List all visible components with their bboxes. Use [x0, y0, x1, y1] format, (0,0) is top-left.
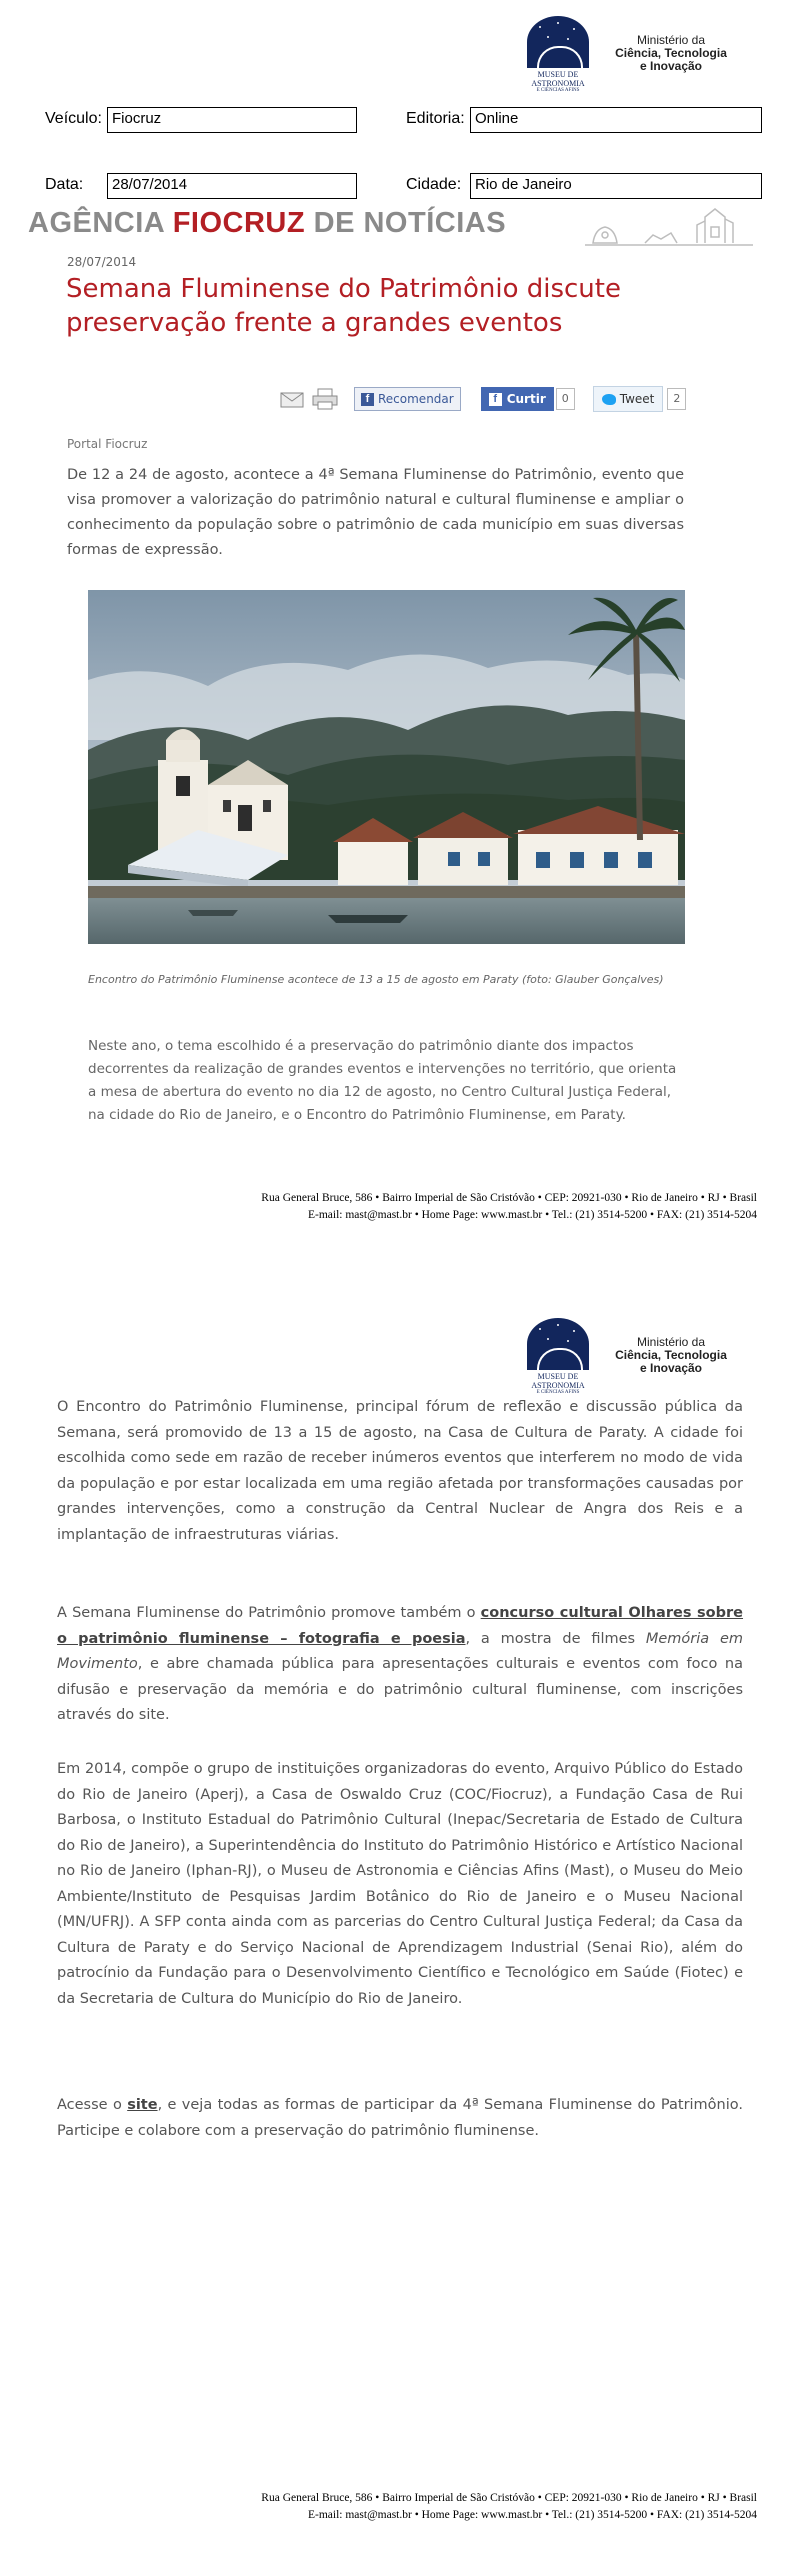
museu-logo-line3-page2: E CIÊNCIAS AFINS: [536, 1390, 580, 1395]
photo-caption: Encontro do Patrimônio Fluminense acontece de 13 a 15 de agosto em Paraty (foto: Glauber Gonçalves): [88, 973, 664, 986]
agencia-part2: FIOCRUZ: [172, 207, 306, 239]
para5-text-a: Acesse o: [57, 2097, 128, 2113]
paraty-church-photo: [88, 590, 685, 944]
twitter-bird-icon: [602, 394, 616, 405]
veiculo-field: Fiocruz: [107, 107, 357, 133]
curtir-label: Curtir: [506, 392, 546, 406]
facebook-like-button[interactable]: [481, 387, 554, 411]
para3-text-b: , a mostra de filmes: [465, 1630, 646, 1647]
article-paragraph-2: O Encontro do Patrimônio Fluminense, principal fórum de reflexão e discussão pública da Semana, será promovido de 13 a 15 de agosto, na Casa de Cultura de Paraty. A cidade foi escolhida como sede em razão de receber inúmeros eventos que interferem no modo de vida da população e por estar localizada em uma região afetada por transformações causadas por grandes intervenções, como a construção da Central Nuclear de Angra dos Reis e a implantação de infraestruturas viárias.: [57, 1399, 743, 1543]
ministerio-logo-text-page2: [606, 1336, 736, 1375]
skyline-illustration-icon: [585, 203, 755, 249]
article-paragraph-3: [57, 1601, 743, 1729]
email-share-icon[interactable]: [280, 390, 304, 408]
cidade-label: Cidade:: [406, 176, 462, 193]
tweet-count: 2: [667, 388, 686, 410]
article-lead-paragraph: De 12 a 24 de agosto, acontece a 4ª Semana Fluminense do Patrimônio, evento que visa promover a valorização do patrimônio natural e cultural fluminense e ampliar o conhecimento da população sobre o patrimônio de cada município em suas diversas formas de expressão.: [67, 467, 684, 558]
ministerio-line3: e Inovação: [639, 59, 703, 73]
museu-astronomia-logo: [524, 16, 592, 93]
ministerio-line1-page2: Ministério da: [636, 1335, 706, 1349]
article-source: Portal Fiocruz: [67, 437, 148, 451]
ministerio-line2: Ciência, Tecnologia: [615, 46, 727, 60]
social-share-bar: [280, 386, 686, 412]
article-title: Semana Fluminense do Patrimônio discute preservação frente a grandes eventos: [66, 274, 621, 338]
para5-text-b: , e veja todas as formas de participar da 4ª Semana Fluminense do Patrimônio. Participe e colabore com a preservação do patrimônio fluminense.: [57, 2097, 743, 2139]
museu-logo-emblem: [527, 16, 589, 68]
recommend-label: Recomendar: [378, 392, 454, 406]
agencia-fiocruz-header: [28, 207, 506, 240]
ministerio-logo-text: [606, 34, 736, 73]
site-link[interactable]: [127, 2097, 157, 2113]
agencia-part3: DE NOTÍCIAS: [305, 207, 507, 239]
ministerio-line1: Ministério da: [636, 33, 706, 47]
article-paragraph-4: Em 2014, compõe o grupo de instituições organizadoras do evento, Arquivo Público do Estado do Rio de Janeiro (Aperj), a Casa de Oswaldo Cruz (COC/Fiocruz), a Fundação Casa de Rui Barbosa, o Instituto Estadual do Patrimônio Cultural (Inepac/Secretaria de Estado de Cultura do Rio de Janeiro), a Superintendência do Instituto do Patrimônio Histórico e Artístico Nacional no Rio de Janeiro (Iphan-RJ), o Museu de Astronomia e Ciências Afins (Mast), o Museu do Meio Ambiente/Instituto de Pesquisas Jardim Botânico do Rio de Janeiro e o Museu Nacional (MN/UFRJ). A SFP conta ainda com as parcerias do Centro Cultural Justiça Federal; da Casa da Cultura de Paraty e do Serviço Nacional de Aprendizagem Industrial (Senai Rio), além do patrocínio da Fundação para o Desenvolvimento Científico e Tecnológico em Saúde (Fiotec) e da Secretaria de Cultura do Município do Rio de Janeiro.: [57, 1761, 743, 2007]
site-link-text: site: [127, 2097, 158, 2113]
museu-logo-line2-page2: ASTRONOMIA: [531, 1381, 585, 1390]
page2-footer: [100, 2490, 757, 2524]
page1-footer: [100, 1190, 757, 1224]
footer-contact-line-page2: E-mail: mast@mast.br • Home Page: www.mast.br • Tel.: (21) 3514-5200 • FAX: (21) 3514-5204: [307, 2509, 757, 2521]
tweet-button[interactable]: [593, 386, 664, 412]
museu-logo-line2: ASTRONOMIA: [531, 79, 585, 88]
facebook-like-icon: f: [489, 393, 502, 406]
museu-astronomia-logo-page2: [524, 1318, 592, 1395]
data-field: 28/07/2014: [107, 173, 357, 199]
facebook-icon: f: [361, 393, 374, 406]
footer-address-line-page2: Rua General Bruce, 586 • Bairro Imperial de São Cristóvão • CEP: 20921-030 • Rio de Janeiro • RJ • Brasil: [261, 2492, 757, 2504]
veiculo-label: Veículo:: [45, 110, 102, 127]
museu-logo-emblem-page2: [527, 1318, 589, 1370]
museu-logo-line1: MUSEU DE: [537, 70, 579, 79]
museu-logo-line1-page2: MUSEU DE: [537, 1372, 579, 1381]
ministerio-line3-page2: e Inovação: [639, 1361, 703, 1375]
article-paragraph-5: [57, 2093, 743, 2144]
concurso-link-text: concurso cultural Olhares sobre o patrimônio fluminense – fotografia e poesia: [57, 1605, 744, 1647]
footer-contact-line: E-mail: mast@mast.br • Home Page: www.mast.br • Tel.: (21) 3514-5200 • FAX: (21) 3514-5204: [307, 1209, 757, 1221]
like-count: 0: [556, 388, 575, 410]
facebook-recommend-button[interactable]: [354, 387, 461, 411]
museu-logo-line3: E CIÊNCIAS AFINS: [536, 88, 580, 93]
editoria-label: Editoria:: [406, 110, 465, 127]
footer-address-line: Rua General Bruce, 586 • Bairro Imperial de São Cristóvão • CEP: 20921-030 • Rio de Janeiro • RJ • Brasil: [261, 1192, 757, 1204]
para3-text-a: A Semana Fluminense do Patrimônio promove também o: [57, 1605, 481, 1621]
memoria-em-movimento-title: Memória em Movimento: [57, 1630, 743, 1672]
article-date: 28/07/2014: [67, 255, 137, 269]
tweet-label: Tweet: [619, 392, 655, 406]
article-paragraph-1: Neste ano, o tema escolhido é a preservação do patrimônio diante dos impactos decorrentes da realização de grandes eventos e intervenções no território, que orienta a mesa de abertura do evento no dia 12 de agosto, no Centro Cultural Justiça Federal, na cidade do Rio de Janeiro, e o Encontro do Patrimônio Fluminense, em Paraty.: [88, 1038, 677, 1123]
editoria-field: Online: [470, 107, 762, 133]
data-label: Data:: [45, 176, 84, 193]
para3-text-c: , e abre chamada pública para apresentações culturais e eventos com foco na difusão e preservação da memória e do patrimônio cultural fluminense, com inscrições através do site.: [57, 1656, 743, 1723]
print-icon[interactable]: [312, 388, 338, 410]
ministerio-line2-page2: Ciência, Tecnologia: [615, 1348, 727, 1362]
agencia-part1: AGÊNCIA: [28, 207, 173, 239]
cidade-field: Rio de Janeiro: [470, 173, 762, 199]
